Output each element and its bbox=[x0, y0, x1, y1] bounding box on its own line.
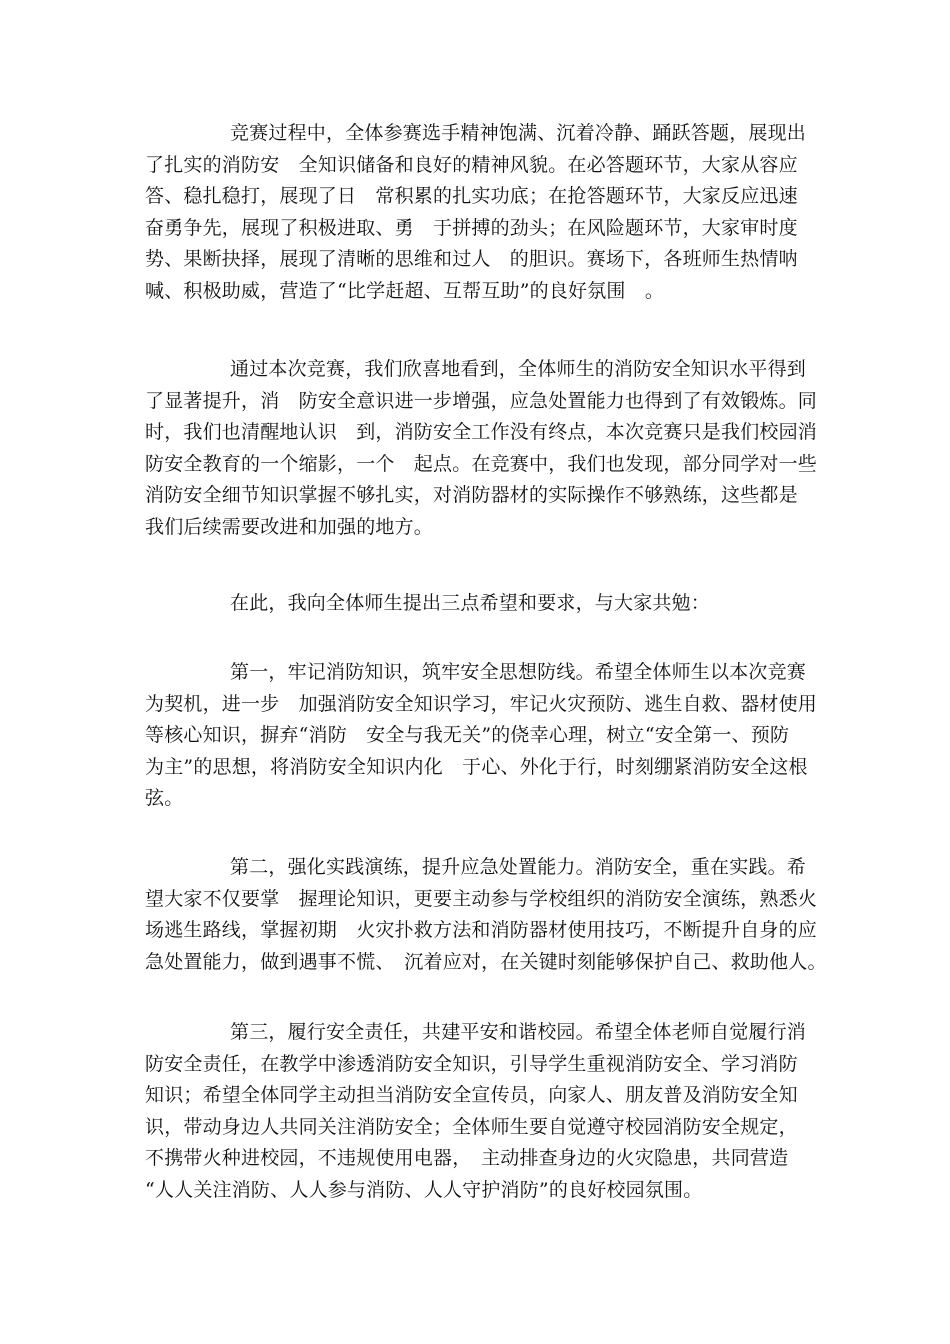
paragraph-line: 第二，强化实践演练，提升应急处置能力。消防安全，重在实践。希 bbox=[230, 856, 807, 878]
paragraph-line: 了显著提升，消 防安全意识进一步增强，应急处置能力也得到了有效锻炼。同 bbox=[145, 389, 818, 412]
paragraph-line: 消防安全细节知识掌握不够扎实，对消防器材的实际操作不够熟练，这些都是 bbox=[145, 484, 798, 506]
paragraph-line: 喊、积极助威，营造了“比学赶超、互帮互助”的良好氛围 。 bbox=[145, 279, 665, 302]
paragraph-line: “人人关注消防、人人参与消防、人人守护消防”的良好校园氛围。 bbox=[145, 1178, 703, 1201]
paragraph-line: 为主”的思想，将消防安全知识内化 于心、外化于行，时刻绷紧消防安全这根 bbox=[145, 755, 808, 778]
paragraph-line: 在此，我向全体师生提出三点希望和要求，与大家共勉： bbox=[230, 592, 711, 614]
paragraph-third-hope bbox=[145, 1017, 825, 1206]
paragraph-line: 势、果断抉择，展现了清晰的思维和过人 的胆识。赛场下，各班师生热情呐 bbox=[145, 248, 798, 270]
paragraph-line: 识，带动身边人共同关注消防安全；全体师生要自觉遵守校园消防安全规定， bbox=[145, 1115, 798, 1138]
paragraph-line: 防安全责任，在教学中渗透消防安全知识，引导学生重视消防安全、学习消防 bbox=[145, 1052, 798, 1075]
paragraph-line: 知识；希望全体同学主动担当消防安全宣传员，向家人、朋友普及消防安全知 bbox=[145, 1084, 798, 1106]
paragraph-line: 了扎实的消防安 全知识储备和良好的精神风貌。在必答题环节，大家从容应 bbox=[145, 153, 798, 176]
paragraph-line: 第一，牢记消防知识，筑牢安全思想防线。希望全体师生以本次竞赛 bbox=[230, 661, 807, 683]
paragraph-line: 等核心知识，摒弃“消防 安全与我无关”的侥幸心理，树立“安全第一、预防 bbox=[145, 724, 790, 746]
paragraph-line: 望大家不仅要掌 握理论知识，更要主动参与学校组织的消防安全演练，熟悉火 bbox=[145, 887, 818, 910]
paragraph-line: 为契机，进一步 加强消防安全知识学习，牢记火灾预防、逃生自救、器材使用 bbox=[145, 692, 818, 715]
paragraph-line: 防安全教育的一个缩影，一个 起点。在竞赛中，我们也发现，部分同学对一些 bbox=[145, 452, 818, 475]
paragraph-line: 场逃生路线，掌握初期 火灾扑救方法和消防器材使用技巧，不断提升自身的应 bbox=[145, 919, 818, 941]
paragraph-line: 我们后续需要改进和加强的地方。 bbox=[145, 515, 434, 538]
paragraph-line: 弦。 bbox=[145, 787, 184, 809]
paragraph-three-hopes-intro bbox=[145, 588, 825, 620]
paragraph-competition-process bbox=[145, 118, 825, 307]
paragraph-competition-results bbox=[145, 354, 825, 543]
paragraph-line: 急处置能力，做到遇事不慌、 沉着应对，在关键时刻能够保护自己、救助他人。 bbox=[145, 950, 827, 973]
paragraph-line: 通过本次竞赛，我们欣喜地看到，全体师生的消防安全知识水平得到 bbox=[230, 358, 807, 380]
paragraph-first-hope bbox=[145, 657, 825, 815]
paragraph-second-hope bbox=[145, 852, 825, 978]
paragraph-line: 不携带火种进校园，不违规使用电器， 主动排查身边的火灾隐患，共同营造 bbox=[145, 1147, 789, 1169]
paragraph-line: 第三，履行安全责任，共建平安和谐校园。希望全体老师自觉履行消 bbox=[230, 1021, 807, 1043]
paragraph-line: 奋勇争先，展现了积极进取、勇 于拼搏的劲头；在风险题环节，大家审时度 bbox=[145, 216, 798, 239]
paragraph-line: 答、稳扎稳打，展现了日 常积累的扎实功底；在抢答题环节，大家反应迅速 bbox=[145, 185, 798, 207]
paragraph-line: 竞赛过程中，全体参赛选手精神饱满、沉着冷静、踊跃答题，展现出 bbox=[230, 122, 807, 144]
paragraph-line: 时，我们也清醒地认识 到，消防安全工作没有终点，本次竞赛只是我们校园消 bbox=[145, 421, 818, 443]
